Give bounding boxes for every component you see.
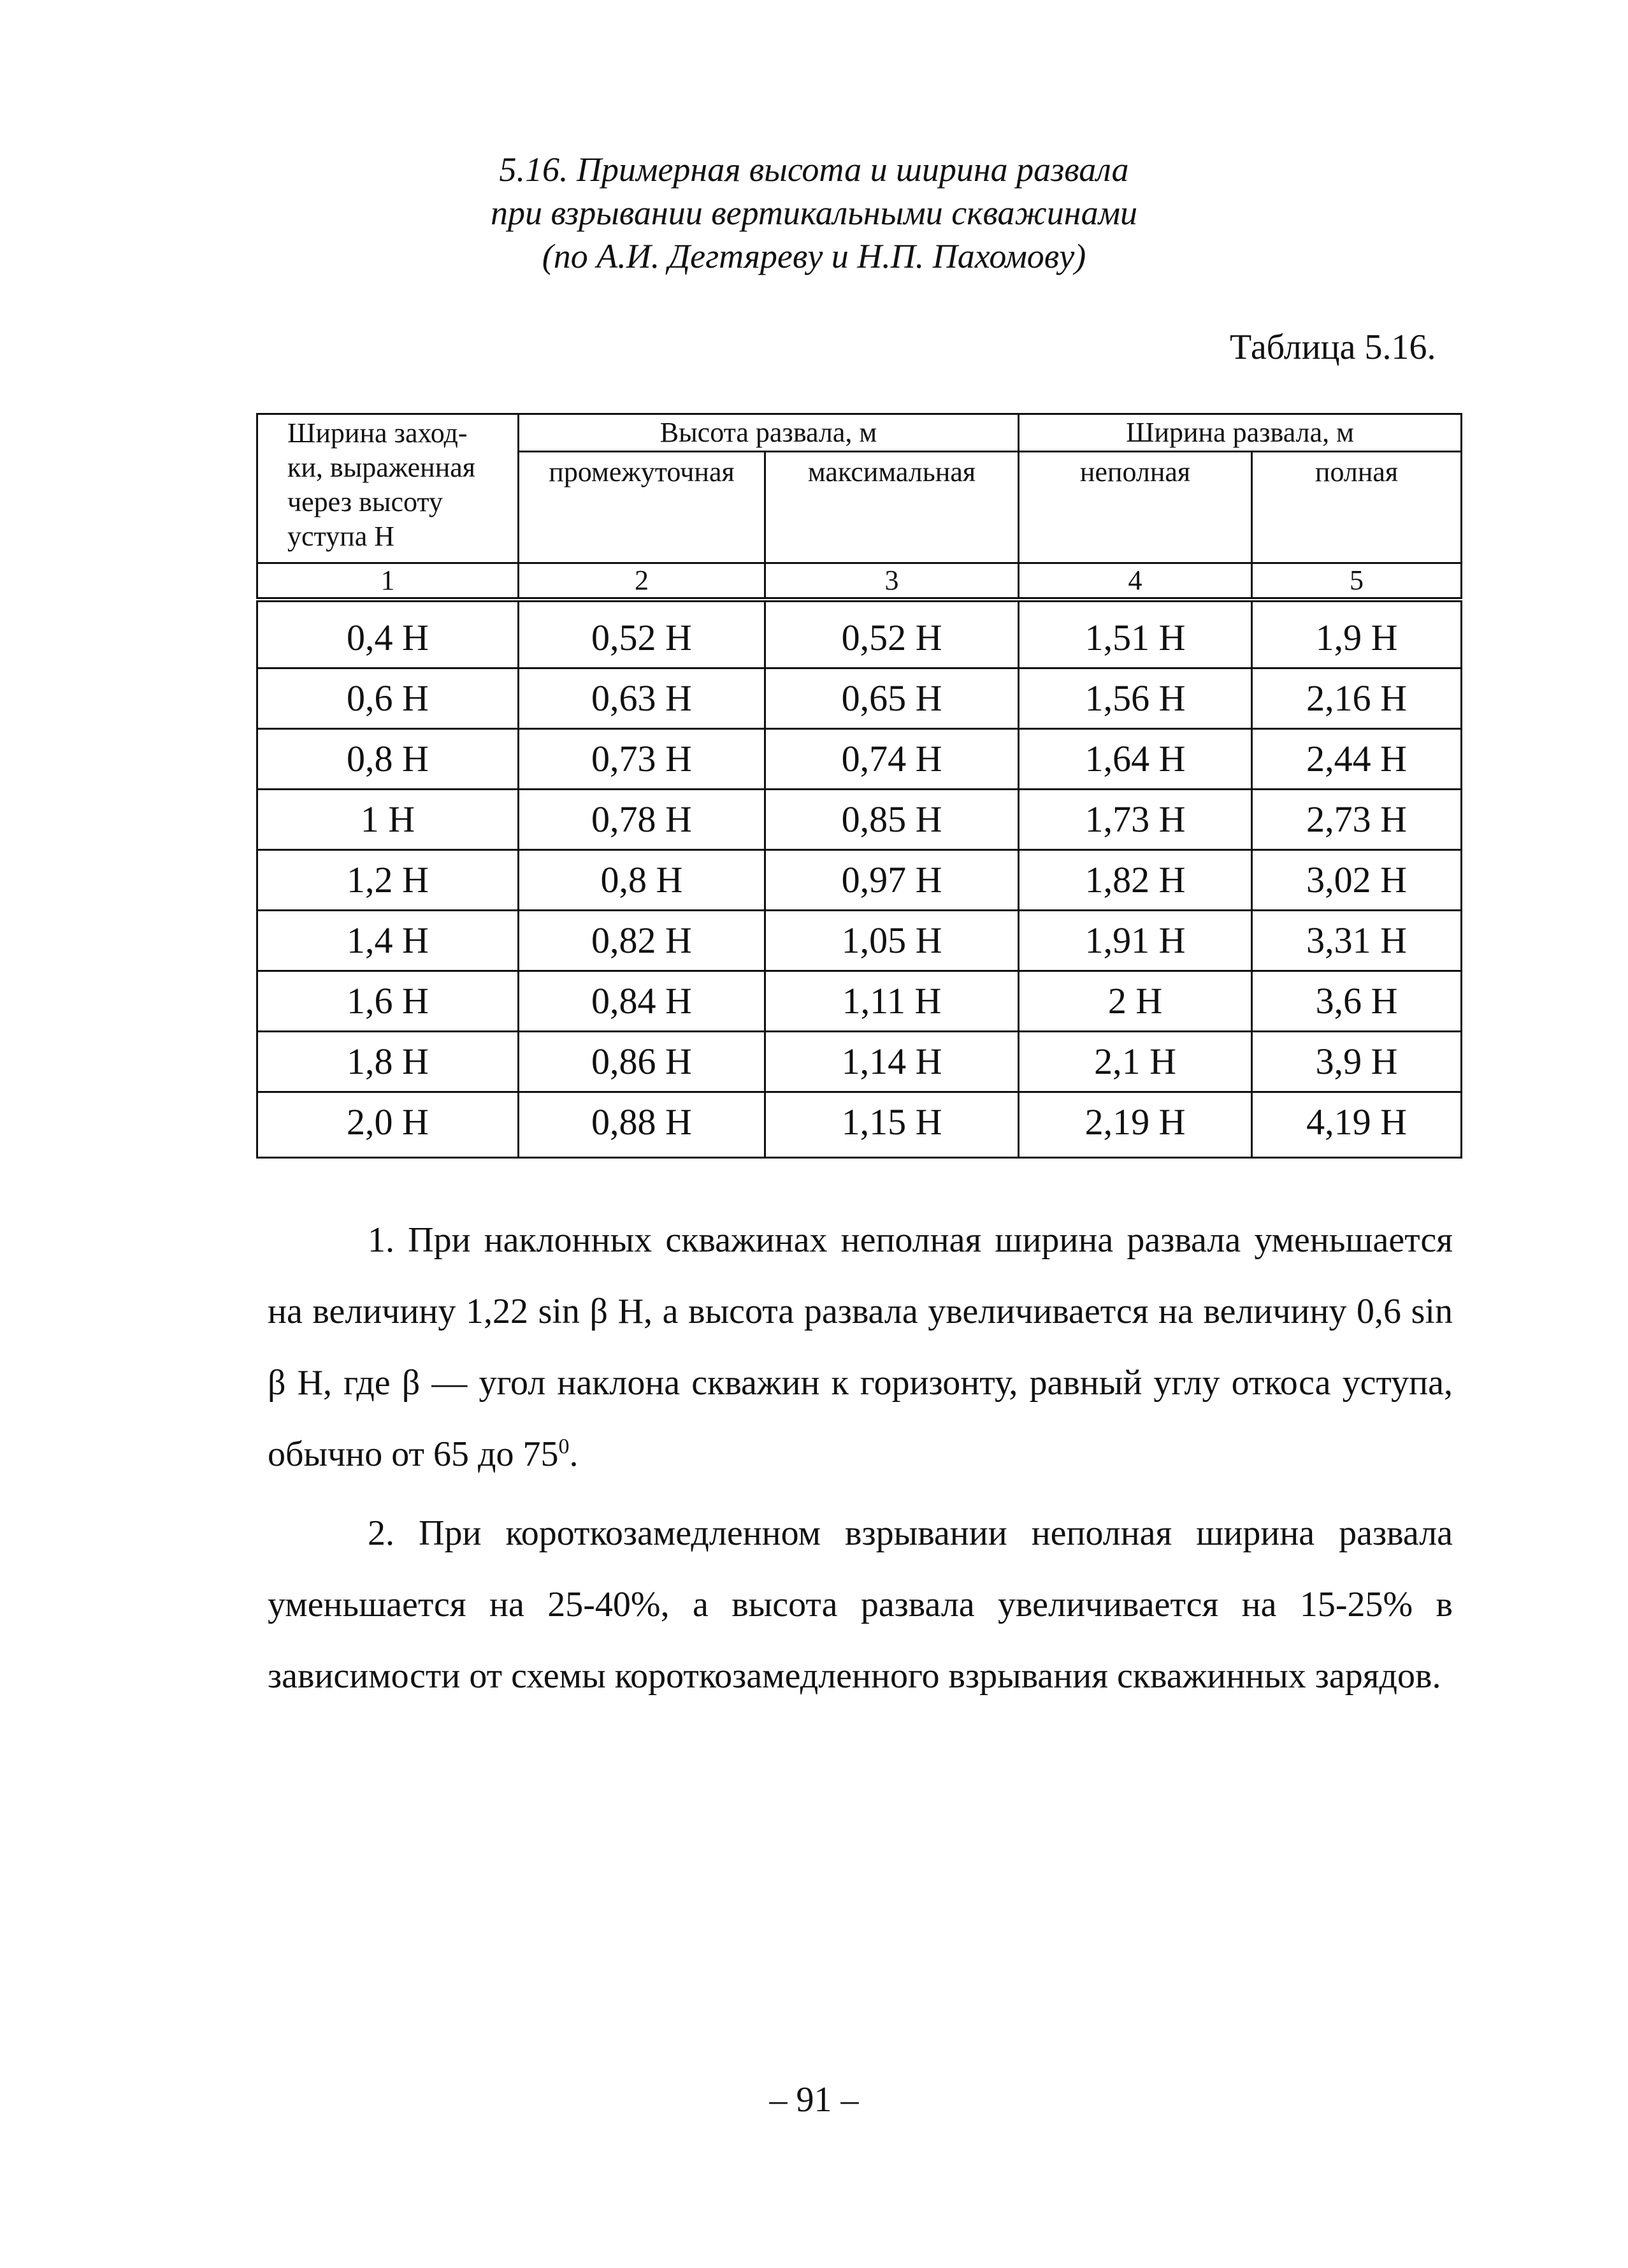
header-maximum: максимальная (765, 452, 1019, 563)
table-row (257, 971, 1462, 1032)
table-cell: 0,84 Н (519, 971, 765, 1032)
table-cell: 2,73 Н (1252, 790, 1462, 850)
table-cell: 1 Н (257, 790, 519, 850)
table-cell: 0,4 Н (257, 600, 519, 668)
header-full: полная (1252, 452, 1462, 563)
page-number: – 91 – (769, 2080, 859, 2120)
table-cell: 0,97 Н (765, 850, 1019, 911)
table-cell: 1,82 Н (1019, 850, 1252, 911)
column-number-row (257, 563, 1462, 600)
table-cell: 1,2 Н (257, 850, 519, 911)
table-cell: 0,86 Н (519, 1032, 765, 1092)
table-cell: 1,51 Н (1019, 600, 1252, 668)
table-cell: 3,02 Н (1252, 850, 1462, 911)
table-cell: 0,78 Н (519, 790, 765, 850)
table-row (257, 668, 1462, 729)
table-cell: 0,88 Н (519, 1092, 765, 1158)
table-cell: 0,74 Н (765, 729, 1019, 790)
table-cell: 4,19 Н (1252, 1092, 1462, 1158)
header-entry-width (257, 414, 519, 563)
table-cell: 1,15 Н (765, 1092, 1019, 1158)
degree-superscript: 0 (558, 1434, 570, 1459)
title-line-3: (по А.И. Дегтяреву и Н.П. Пахомову) (542, 237, 1086, 275)
note-paragraph-2: 2. При короткозамедленном взрывании неполная ширина развала уменьшается на 25-40%, а высота развала увеличивается на 15-25% в зависимости от схемы короткозамедленного взрывания скважинных зарядов. (268, 1513, 1453, 1696)
table-cell: 3,9 Н (1252, 1032, 1462, 1092)
table-cell: 1,8 Н (257, 1032, 519, 1092)
table-cell: 3,31 Н (1252, 911, 1462, 971)
table-cell: 1,4 Н (257, 911, 519, 971)
table-cell: 0,6 Н (257, 668, 519, 729)
table-cell: 1,05 Н (765, 911, 1019, 971)
table-row (257, 729, 1462, 790)
table-cell: 1,6 Н (257, 971, 519, 1032)
table-cell: 2,1 Н (1019, 1032, 1252, 1092)
table-cell: 3,6 Н (1252, 971, 1462, 1032)
title-line-2: при взрывании вертикальными скважинами (490, 194, 1138, 232)
header-pile-width: Ширина развала, м (1019, 414, 1462, 452)
table-cell: 0,8 Н (519, 850, 765, 911)
table-cell: 0,52 Н (519, 600, 765, 668)
table-cell: 1,91 Н (1019, 911, 1252, 971)
title-line-1: 5.16. Примерная высота и ширина развала (499, 150, 1129, 189)
table-cell: 2,44 Н (1252, 729, 1462, 790)
table-cell: 0,65 Н (765, 668, 1019, 729)
table-label: Таблица 5.16. (1230, 328, 1436, 367)
table-cell: 0,52 Н (765, 600, 1019, 668)
table-row (257, 1092, 1462, 1158)
table-cell: 1,11 Н (765, 971, 1019, 1032)
header-entry-width-line: через высоту (287, 486, 443, 517)
table-cell: 1,9 Н (1252, 600, 1462, 668)
table-cell: 2 Н (1019, 971, 1252, 1032)
header-intermediate: промежуточная (519, 452, 765, 563)
note-paragraph-1 (268, 1204, 1453, 1490)
table-cell: 2,19 Н (1019, 1092, 1252, 1158)
header-pile-height: Высота развала, м (519, 414, 1019, 452)
table-cell: 0,85 Н (765, 790, 1019, 850)
column-number: 5 (1252, 563, 1462, 600)
header-partial: неполная (1019, 452, 1252, 563)
table-cell: 0,63 Н (519, 668, 765, 729)
table-cell: 1,73 Н (1019, 790, 1252, 850)
table-row (257, 911, 1462, 971)
note-1-end: . (569, 1434, 579, 1474)
table-cell: 2,16 Н (1252, 668, 1462, 729)
note-1-text: 1. При наклонных скважинах неполная ширина развала уменьшается на величину 1,22 sin β Н, а высота развала увеличивается на величину 0,6 sin β Н, где β — угол наклона скважин к горизонту, равный углу откоса уступа, обычно от 65 до 75 (268, 1220, 1453, 1474)
table-cell: 1,64 Н (1019, 729, 1252, 790)
table-cell: 0,82 Н (519, 911, 765, 971)
header-entry-width-line: Ширина заход- (287, 417, 468, 449)
header-entry-width-line: ки, выраженная (287, 452, 476, 483)
table-cell: 1,56 Н (1019, 668, 1252, 729)
column-number: 4 (1019, 563, 1252, 600)
table-row (257, 790, 1462, 850)
table-cell: 0,73 Н (519, 729, 765, 790)
table-row (257, 1032, 1462, 1092)
table-row (257, 600, 1462, 668)
column-number: 3 (765, 563, 1019, 600)
header-entry-width-line: уступа Н (287, 521, 395, 552)
table-row (257, 850, 1462, 911)
table-cell: 1,14 Н (765, 1032, 1019, 1092)
column-number: 1 (257, 563, 519, 600)
table-cell: 0,8 Н (257, 729, 519, 790)
data-table (256, 413, 1462, 1159)
section-title (0, 148, 1628, 278)
table-cell: 2,0 Н (257, 1092, 519, 1158)
column-number: 2 (519, 563, 765, 600)
